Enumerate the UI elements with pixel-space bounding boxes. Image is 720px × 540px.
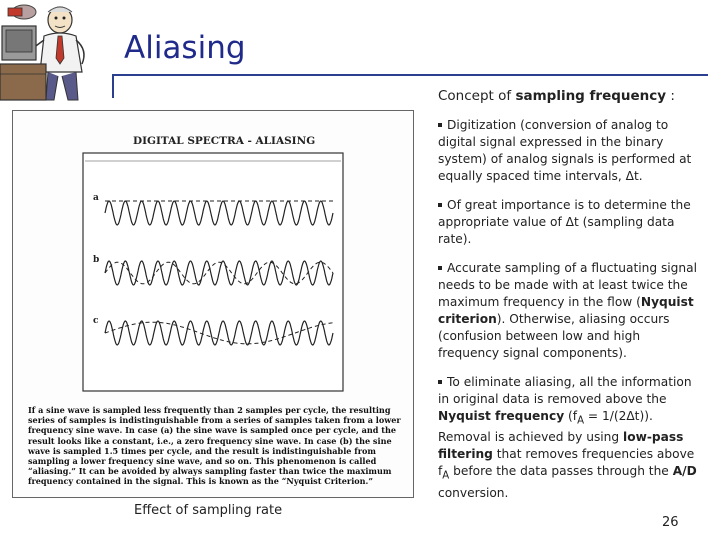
- bullet-text: ). Otherwise, aliasing occurs (confusion between low and high frequency signal components).: [438, 312, 670, 360]
- bullet-text: = 1/(2Δt)). Removal is achieved by using: [438, 409, 653, 445]
- heading-bold: sampling frequency: [515, 88, 667, 104]
- bullet-bold: A/D: [672, 464, 697, 479]
- bullet-square-icon: [438, 266, 442, 270]
- bullet-digitization: [438, 117, 702, 185]
- subscript: A: [577, 415, 585, 427]
- bullet-text: (f: [564, 409, 578, 423]
- figure-caption: Effect of sampling rate: [134, 503, 283, 518]
- bullet-importance: [438, 197, 702, 248]
- title-divider: [112, 74, 114, 98]
- bullet-bold: Nyquist criterion: [438, 295, 694, 326]
- bullet-text: Of great importance is to determine the appropriate value of Δt (sampling data rate).: [438, 198, 691, 246]
- bullet-text: conversion.: [438, 485, 509, 500]
- panel-label-c: c: [93, 316, 99, 326]
- title-underline: [112, 74, 708, 76]
- bullet-square-icon: [438, 123, 442, 127]
- bullet-nyquist-criterion: [438, 260, 702, 362]
- subscript: A: [442, 470, 450, 482]
- figure-title: DIGITAL SPECTRA - ALIASING: [133, 135, 316, 147]
- clipart-person-at-computer: [0, 0, 110, 105]
- bullet-bold: Nyquist frequency: [438, 409, 565, 423]
- section-heading: [438, 88, 702, 105]
- heading-pre: Concept of: [438, 88, 516, 104]
- bullet-text: To eliminate aliasing, all the information in original data is removed above the: [438, 375, 692, 406]
- bullet-anti-aliasing: [438, 374, 702, 502]
- bullet-square-icon: [438, 380, 442, 384]
- bullet-bold: low-pass filtering: [438, 430, 684, 462]
- figure-explanation: If a sine wave is sampled less frequently than 2 samples per cycle, the resulting series of samples is indistinguishable from a series of samples taken from a lower frequency sine wave. In case (a) the sine wave is sampled once per cycle, and the result looks like a constant, i.e., a zero frequency sine wave. In case (b) the sine wave is sampled 1.5 times per cycle, and the result is indistinguishable from sampling a lower frequency sine wave, and so on. This phenomenon is called “aliasing.” It can be avoided by always sampling faster than twice the maximum frequency contained in the signal. This is known as the “Nyquist Criterion.”: [28, 405, 401, 487]
- bullet-text: Digitization (conversion of analog to digital signal expressed in the binary system) of analog signals is performed at equally spaced time intervals, Δt.: [438, 118, 692, 183]
- content-column: [438, 88, 702, 514]
- bullet-text: before the data passes through the: [449, 464, 673, 479]
- heading-post: :: [666, 88, 675, 104]
- panel-label-a: a: [93, 193, 99, 203]
- bullet-text: Accurate sampling of a fluctuating signal needs to be made with at least twice the maximum frequency in the flow (: [438, 261, 697, 309]
- aliasing-figure: [12, 110, 414, 498]
- slide-title: Aliasing: [124, 30, 246, 66]
- page-number: 26: [662, 515, 679, 530]
- panel-label-b: b: [93, 255, 100, 265]
- waveform-panel: [13, 111, 413, 401]
- bullet-square-icon: [438, 203, 442, 207]
- bullet-text: that removes frequencies above f: [438, 447, 695, 479]
